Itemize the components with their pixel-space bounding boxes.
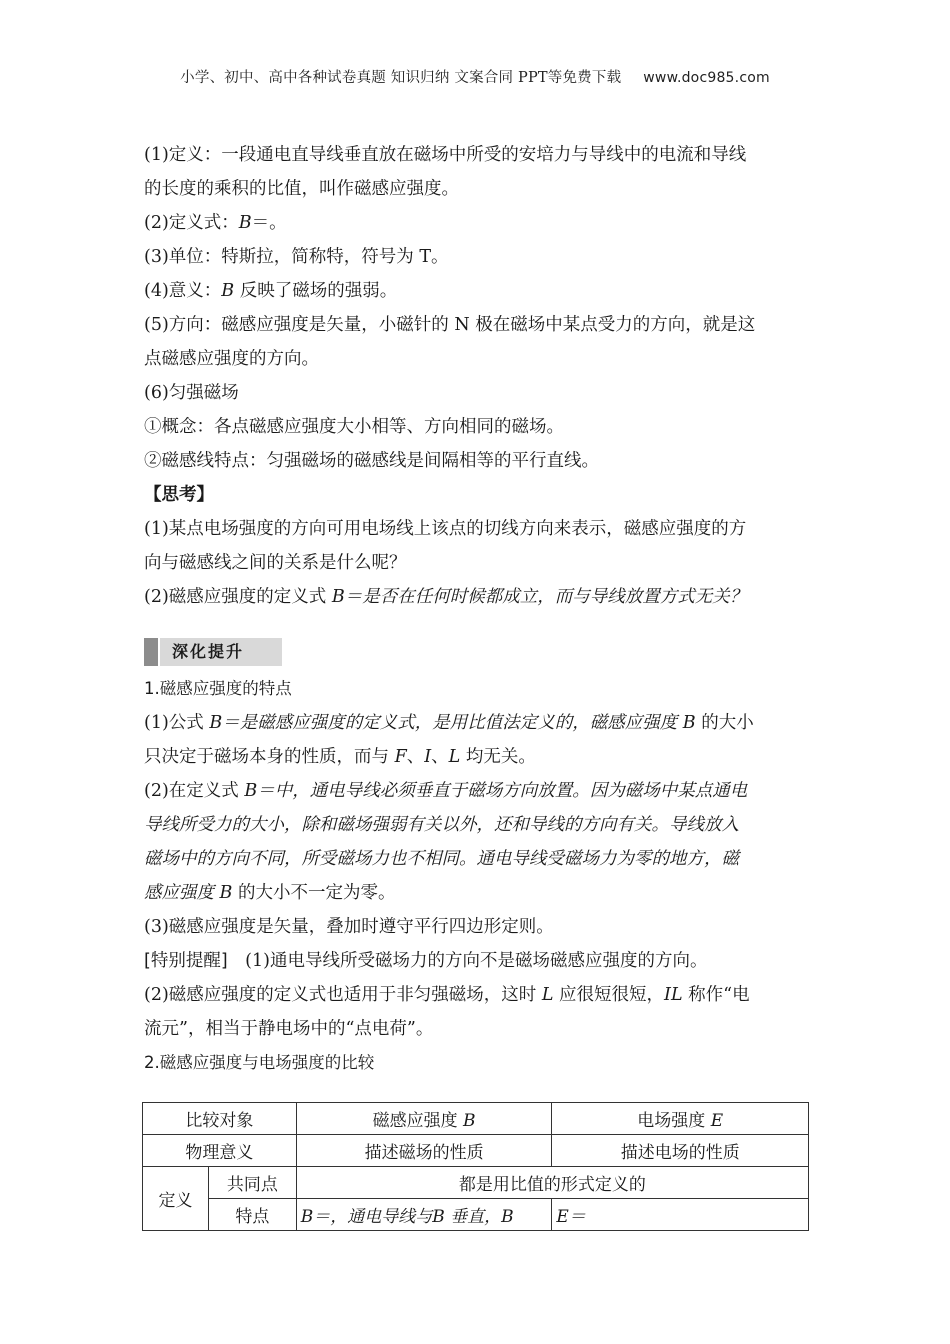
symbol-f: F [394, 747, 407, 767]
header-url[interactable]: www.doc985.com [643, 70, 770, 86]
q2-prefix: (2)磁感应强度的定义式 [144, 587, 332, 607]
table-row [143, 1103, 809, 1135]
f1-rest: 的大小 [695, 713, 754, 733]
special-note-2b: 流元”，相当于静电场中的“点电荷”。 [144, 1019, 434, 1039]
subsection-title-2: 2.磁感应强度与电场强度的比较 [144, 1053, 375, 1072]
formula-label: (2)定义式： [144, 213, 239, 233]
sep-1: 、 [406, 747, 425, 767]
n2-rest: 称作“电 [682, 985, 750, 1005]
table-row [143, 1167, 809, 1199]
header-text: 小学、初中、高中各种试卷真题 知识归纳 文案合同 PPT等免费下载 [180, 70, 622, 86]
n2-symbol-il: IL [664, 985, 683, 1005]
q2-symbol: B [331, 587, 345, 607]
header-magnetic-label: 磁感应强度 [372, 1111, 464, 1131]
feature-3: (3)磁感应强度是矢量，叠加时遵守平行四边形定则。 [144, 917, 554, 937]
banner-label: 深化提升 [160, 638, 282, 666]
f2d-rest: 的大小不一定为零。 [232, 883, 396, 903]
row-feature: 特点 [208, 1199, 296, 1231]
meaning-symbol: B [221, 281, 235, 301]
think-question-1b: 向与磁感线之间的关系是什么呢？ [144, 553, 407, 573]
row-common: 共同点 [208, 1167, 296, 1199]
feature-2a [144, 774, 810, 808]
symbol-i: I [424, 747, 432, 767]
section-banner [144, 638, 810, 666]
row-physical-meaning: 物理意义 [143, 1135, 297, 1167]
n2-symbol-l: L [541, 985, 554, 1005]
header-electric-label: 电场强度 [637, 1111, 711, 1131]
note-tag: [特别提醒] [144, 951, 228, 971]
feature-1a [144, 706, 810, 740]
uniform-field-title: (6)匀强磁场 [144, 383, 239, 403]
f1b-prefix: 只决定于磁场本身的性质，而与 [144, 747, 395, 767]
f2d-italic: 感应强度 B [144, 883, 233, 903]
cell-electric-feature: E＝ [552, 1199, 809, 1231]
definition-line-1a: (1)定义：一段通电直导线垂直放在磁场中所受的安培力与导线中的电流和导线 [144, 145, 747, 165]
note-1-text: (1)通电导线所受磁场力的方向不是磁场磁感应强度的方向。 [227, 951, 708, 971]
header-electric [552, 1103, 809, 1135]
meaning-rest: 反映了磁场的强弱。 [234, 281, 398, 301]
header-magnetic [296, 1103, 552, 1135]
page-header [0, 66, 950, 87]
header-electric-symbol: E [710, 1111, 724, 1131]
definition-formula [144, 206, 810, 240]
f2-prefix: (2)在定义式 [144, 781, 245, 801]
think-question-2 [144, 580, 810, 614]
definition-line-1b: 的长度的乘积的比值，叫作磁感应强度。 [144, 179, 459, 199]
think-title: 【思考】 [144, 485, 214, 505]
banner-bar [144, 638, 158, 666]
think-question-1a: (1)某点电场强度的方向可用电场线上该点的切线方向来表示，磁感应强度的方 [144, 519, 747, 539]
f2-italic: B＝中，通电导线必须垂直于磁场方向放置。因为磁场中某点通电 [244, 781, 748, 801]
special-note-2a [144, 978, 810, 1012]
main-content [144, 138, 810, 1080]
feature-2b: 导线所受力的大小，除和磁场强弱有关以外，还和导线的方向有关。导线放入 [144, 815, 739, 835]
definition-direction-b: 点磁感应强度的方向。 [144, 349, 319, 369]
feature-1b [144, 740, 810, 774]
feature-2d [144, 876, 810, 910]
n2-prefix: (2)磁感应强度的定义式也适用于非匀强磁场，这时 [144, 985, 542, 1005]
feature-2c: 磁场中的方向不同，所受磁场力也不相同。通电导线受磁场力为零的地方，磁 [144, 849, 739, 869]
uniform-field-lines: ②磁感线特点：匀强磁场的磁感线是间隔相等的平行直线。 [144, 451, 599, 471]
definition-direction-a: (5)方向：磁感应强度是矢量，小磁针的 N 极在磁场中某点受力的方向，就是这 [144, 315, 756, 335]
table-row [143, 1135, 809, 1167]
symbol-l: L [448, 747, 461, 767]
comparison-table [142, 1102, 809, 1231]
special-note-1 [144, 944, 810, 978]
n2-mid: 应很短很短， [553, 985, 665, 1005]
cell-magnetic-feature: B＝，通电导线与B 垂直，B [296, 1199, 552, 1231]
uniform-field-concept: ①概念：各点磁感应强度大小相等、方向相同的磁场。 [144, 417, 564, 437]
meaning-label: (4)意义： [144, 281, 222, 301]
cell-electric-meaning: 描述电场的性质 [552, 1135, 809, 1167]
cell-common: 都是用比值的形式定义的 [296, 1167, 808, 1199]
spacer [144, 614, 810, 634]
cell-magnetic-meaning: 描述磁场的性质 [296, 1135, 552, 1167]
q2-rest: ＝是否在任何时候都成立，而与导线放置方式无关？ [344, 587, 748, 607]
definition-meaning [144, 274, 810, 308]
f1-italic: B＝是磁感应强度的定义式，是用比值法定义的，磁感应强度 B [209, 713, 696, 733]
sep-2: 、 [431, 747, 449, 767]
f1b-rest: 均无关。 [460, 747, 536, 767]
subsection-title-1: 1.磁感应强度的特点 [144, 679, 292, 698]
header-compare-object: 比较对象 [143, 1103, 297, 1135]
definition-unit: (3)单位：特斯拉，简称特，符号为 T。 [144, 247, 449, 267]
row-definition: 定义 [143, 1167, 209, 1231]
header-magnetic-symbol: B [463, 1111, 476, 1131]
table-row [143, 1199, 809, 1231]
formula-rest: ＝。 [251, 213, 287, 233]
formula-symbol: B [238, 213, 252, 233]
f1-prefix: (1)公式 [144, 713, 210, 733]
